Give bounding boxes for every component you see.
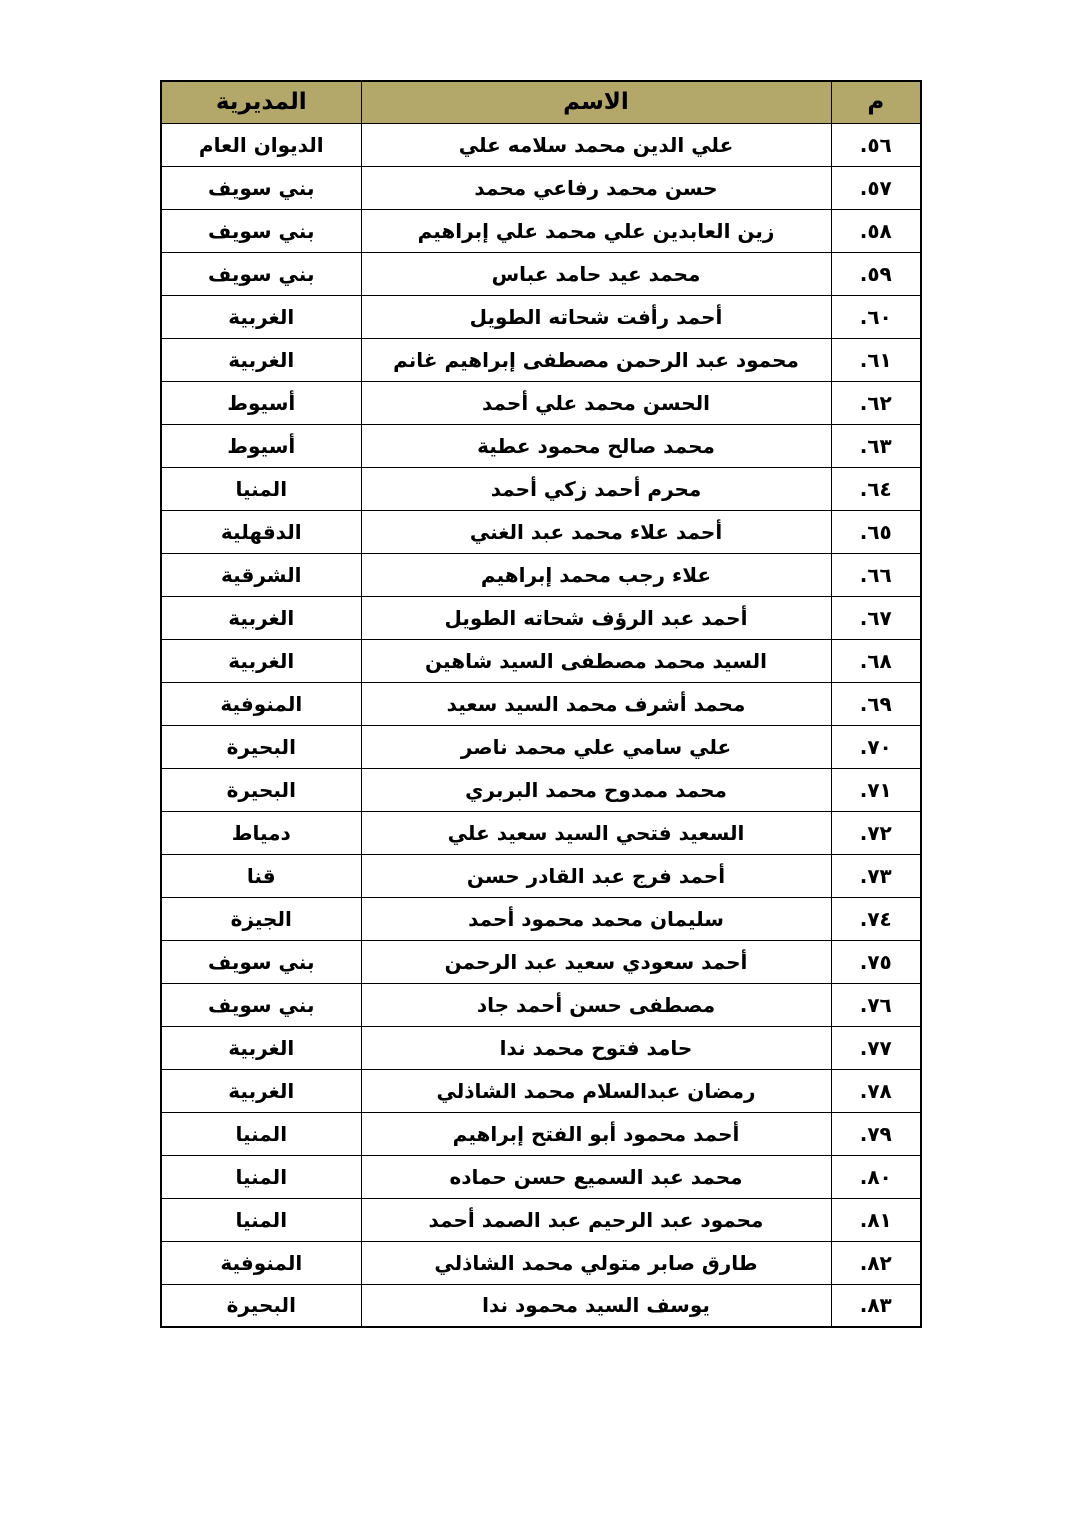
cell-directorate: المنيا <box>161 1112 361 1155</box>
table-row <box>161 639 921 682</box>
cell-directorate: الجيزة <box>161 897 361 940</box>
cell-name: طارق صابر متولي محمد الشاذلي <box>361 1241 831 1284</box>
table-row <box>161 983 921 1026</box>
cell-number: ٥٩. <box>831 252 921 295</box>
cell-number: ٥٧. <box>831 166 921 209</box>
table-row <box>161 1069 921 1112</box>
cell-directorate: المنوفية <box>161 1241 361 1284</box>
cell-name: رمضان عبدالسلام محمد الشاذلي <box>361 1069 831 1112</box>
cell-name: محمد عيد حامد عباس <box>361 252 831 295</box>
cell-name: أحمد علاء محمد عبد الغني <box>361 510 831 553</box>
table-row <box>161 854 921 897</box>
cell-number: ٥٦. <box>831 123 921 166</box>
table-row <box>161 553 921 596</box>
cell-directorate: الشرقية <box>161 553 361 596</box>
cell-number: ٦٩. <box>831 682 921 725</box>
table-row <box>161 1026 921 1069</box>
table-row <box>161 1112 921 1155</box>
table-row <box>161 467 921 510</box>
header-row <box>161 81 921 123</box>
cell-name: محمد أشرف محمد السيد سعيد <box>361 682 831 725</box>
cell-directorate: الغربية <box>161 1026 361 1069</box>
cell-number: ٧٣. <box>831 854 921 897</box>
cell-name: علي سامي علي محمد ناصر <box>361 725 831 768</box>
table-row <box>161 1198 921 1241</box>
cell-number: ٧٢. <box>831 811 921 854</box>
table-row <box>161 123 921 166</box>
cell-number: ٨٢. <box>831 1241 921 1284</box>
table-row <box>161 381 921 424</box>
cell-name: أحمد رأفت شحاته الطويل <box>361 295 831 338</box>
table-row <box>161 510 921 553</box>
cell-number: ٨١. <box>831 1198 921 1241</box>
cell-name: أحمد محمود أبو الفتح إبراهيم <box>361 1112 831 1155</box>
cell-directorate: الدقهلية <box>161 510 361 553</box>
cell-directorate: البحيرة <box>161 1284 361 1327</box>
table-row <box>161 682 921 725</box>
cell-number: ٧٧. <box>831 1026 921 1069</box>
cell-number: ٦١. <box>831 338 921 381</box>
cell-name: محرم أحمد زكي أحمد <box>361 467 831 510</box>
cell-directorate: بني سويف <box>161 252 361 295</box>
cell-directorate: بني سويف <box>161 940 361 983</box>
cell-directorate: البحيرة <box>161 768 361 811</box>
cell-name: حسن محمد رفاعي محمد <box>361 166 831 209</box>
cell-name: محمد صالح محمود عطية <box>361 424 831 467</box>
cell-name: محمد عبد السميع حسن حماده <box>361 1155 831 1198</box>
cell-number: ٦٠. <box>831 295 921 338</box>
cell-number: ٧٦. <box>831 983 921 1026</box>
table-row <box>161 811 921 854</box>
cell-name: أحمد فرج عبد القادر حسن <box>361 854 831 897</box>
cell-name: محمود عبد الرحيم عبد الصمد أحمد <box>361 1198 831 1241</box>
cell-name: أحمد سعودي سعيد عبد الرحمن <box>361 940 831 983</box>
table-row <box>161 166 921 209</box>
cell-name: مصطفى حسن أحمد جاد <box>361 983 831 1026</box>
table-row <box>161 209 921 252</box>
cell-name: أحمد عبد الرؤف شحاته الطويل <box>361 596 831 639</box>
cell-directorate: بني سويف <box>161 983 361 1026</box>
cell-number: ٦٦. <box>831 553 921 596</box>
cell-number: ٨٣. <box>831 1284 921 1327</box>
cell-number: ٥٨. <box>831 209 921 252</box>
table-row <box>161 295 921 338</box>
table-row <box>161 252 921 295</box>
cell-name: محمود عبد الرحمن مصطفى إبراهيم غانم <box>361 338 831 381</box>
header-name-column: الاسم <box>361 81 831 123</box>
cell-directorate: أسيوط <box>161 424 361 467</box>
cell-directorate: المنيا <box>161 467 361 510</box>
cell-directorate: الغربية <box>161 596 361 639</box>
cell-name: زين العابدين علي محمد علي إبراهيم <box>361 209 831 252</box>
table-row <box>161 768 921 811</box>
cell-number: ٦٨. <box>831 639 921 682</box>
cell-name: السعيد فتحي السيد سعيد علي <box>361 811 831 854</box>
cell-number: ٦٥. <box>831 510 921 553</box>
table-row <box>161 1241 921 1284</box>
cell-directorate: الغربية <box>161 639 361 682</box>
roster-table <box>160 80 922 1328</box>
table-row <box>161 897 921 940</box>
cell-directorate: بني سويف <box>161 209 361 252</box>
cell-directorate: بني سويف <box>161 166 361 209</box>
cell-number: ٧٤. <box>831 897 921 940</box>
cell-directorate: دمياط <box>161 811 361 854</box>
cell-number: ٧٩. <box>831 1112 921 1155</box>
cell-name: علاء رجب محمد إبراهيم <box>361 553 831 596</box>
cell-name: محمد ممدوح محمد البربري <box>361 768 831 811</box>
table-row <box>161 1284 921 1327</box>
cell-name: الحسن محمد علي أحمد <box>361 381 831 424</box>
cell-number: ٦٧. <box>831 596 921 639</box>
cell-number: ٧٨. <box>831 1069 921 1112</box>
cell-directorate: الديوان العام <box>161 123 361 166</box>
cell-directorate: الغربية <box>161 338 361 381</box>
cell-directorate: المنيا <box>161 1198 361 1241</box>
cell-number: ٨٠. <box>831 1155 921 1198</box>
cell-number: ٦٣. <box>831 424 921 467</box>
cell-name: السيد محمد مصطفى السيد شاهين <box>361 639 831 682</box>
table-row <box>161 940 921 983</box>
cell-number: ٧١. <box>831 768 921 811</box>
cell-directorate: الغربية <box>161 295 361 338</box>
cell-name: يوسف السيد محمود ندا <box>361 1284 831 1327</box>
cell-number: ٧٠. <box>831 725 921 768</box>
roster-table-body <box>161 123 921 1327</box>
table-row <box>161 596 921 639</box>
cell-directorate: أسيوط <box>161 381 361 424</box>
cell-number: ٧٥. <box>831 940 921 983</box>
cell-directorate: البحيرة <box>161 725 361 768</box>
cell-directorate: الغربية <box>161 1069 361 1112</box>
header-directorate-column: المديرية <box>161 81 361 123</box>
cell-directorate: المنوفية <box>161 682 361 725</box>
cell-directorate: المنيا <box>161 1155 361 1198</box>
cell-name: حامد فتوح محمد ندا <box>361 1026 831 1069</box>
cell-number: ٦٤. <box>831 467 921 510</box>
header-number-column: م <box>831 81 921 123</box>
cell-name: سليمان محمد محمود أحمد <box>361 897 831 940</box>
table-row <box>161 725 921 768</box>
table-row <box>161 338 921 381</box>
table-row <box>161 424 921 467</box>
cell-number: ٦٢. <box>831 381 921 424</box>
cell-directorate: قنا <box>161 854 361 897</box>
table-row <box>161 1155 921 1198</box>
cell-name: علي الدين محمد سلامه علي <box>361 123 831 166</box>
